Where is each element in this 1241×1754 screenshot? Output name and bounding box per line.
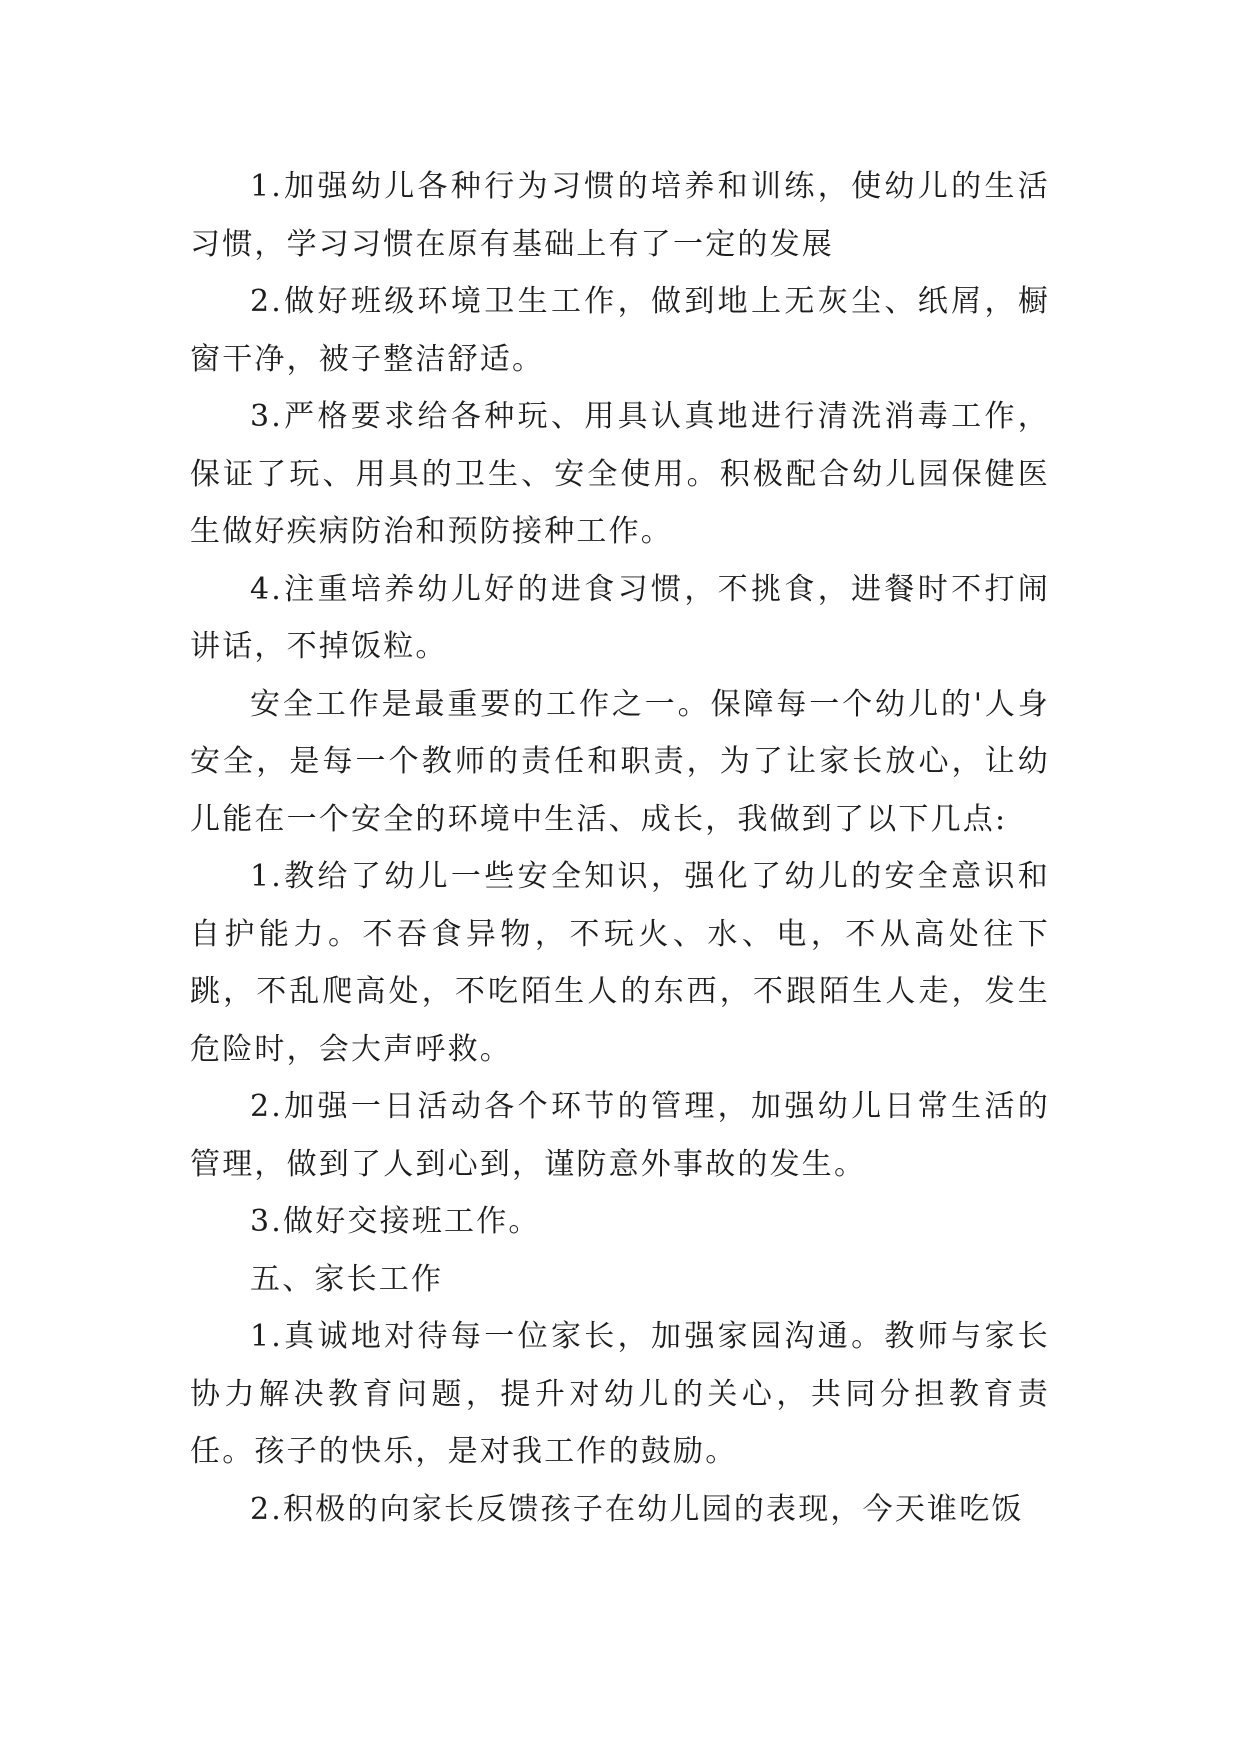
paragraph-disinfection: 3.严格要求给各种玩、用具认真地进行清洗消毒工作，保证了玩、用具的卫生、安全使用。积极配合幼儿园保健医生做好疾病防治和预防接种工作。	[190, 399, 1050, 549]
paragraph-parent-feedback: 2.积极的向家长反馈孩子在幼儿园的表现，今天谁吃饭	[250, 1491, 1024, 1527]
paragraph-parent-communication: 1.真诚地对待每一位家长，加强家园沟通。教师与家长协力解决教育问题，提升对幼儿的关心，共同分担教育责任。孩子的快乐，是对我工作的鼓励。	[190, 1319, 1050, 1469]
paragraph-daily-management: 2.加强一日活动各个环节的管理，加强幼儿日常生活的管理，做到了人到心到，谨防意外事故的发生。	[190, 1089, 1050, 1182]
paragraph-hygiene: 2.做好班级环境卫生工作，做到地上无灰尘、纸屑，橱窗干净，被子整洁舒适。	[190, 284, 1050, 377]
paragraph-handover: 3.做好交接班工作。	[250, 1204, 541, 1239]
paragraph-safety-knowledge: 1.教给了幼儿一些安全知识，强化了幼儿的安全意识和自护能力。不吞食异物，不玩火、水、电，不从高处往下跳，不乱爬高处，不吃陌生人的东西，不跟陌生人走，发生危险时，会大声呼救。	[190, 859, 1050, 1067]
paragraph-safety-intro: 安全工作是最重要的工作之一。保障每一个幼儿的'人身安全，是每一个教师的责任和职责，为了让家长放心，让幼儿能在一个安全的环境中生活、成长，我做到了以下几点:	[190, 686, 1050, 837]
document-body	[190, 158, 1050, 1538]
paragraph-habits: 1.加强幼儿各种行为习惯的培养和训练，使幼儿的生活习惯，学习习惯在原有基础上有了一定的发展	[190, 169, 1050, 262]
section-heading-parent-work: 五、家长工作	[250, 1261, 444, 1297]
paragraph-eating-habits: 4.注重培养幼儿好的进食习惯，不挑食，进餐时不打闹讲话，不掉饭粒。	[190, 571, 1050, 664]
